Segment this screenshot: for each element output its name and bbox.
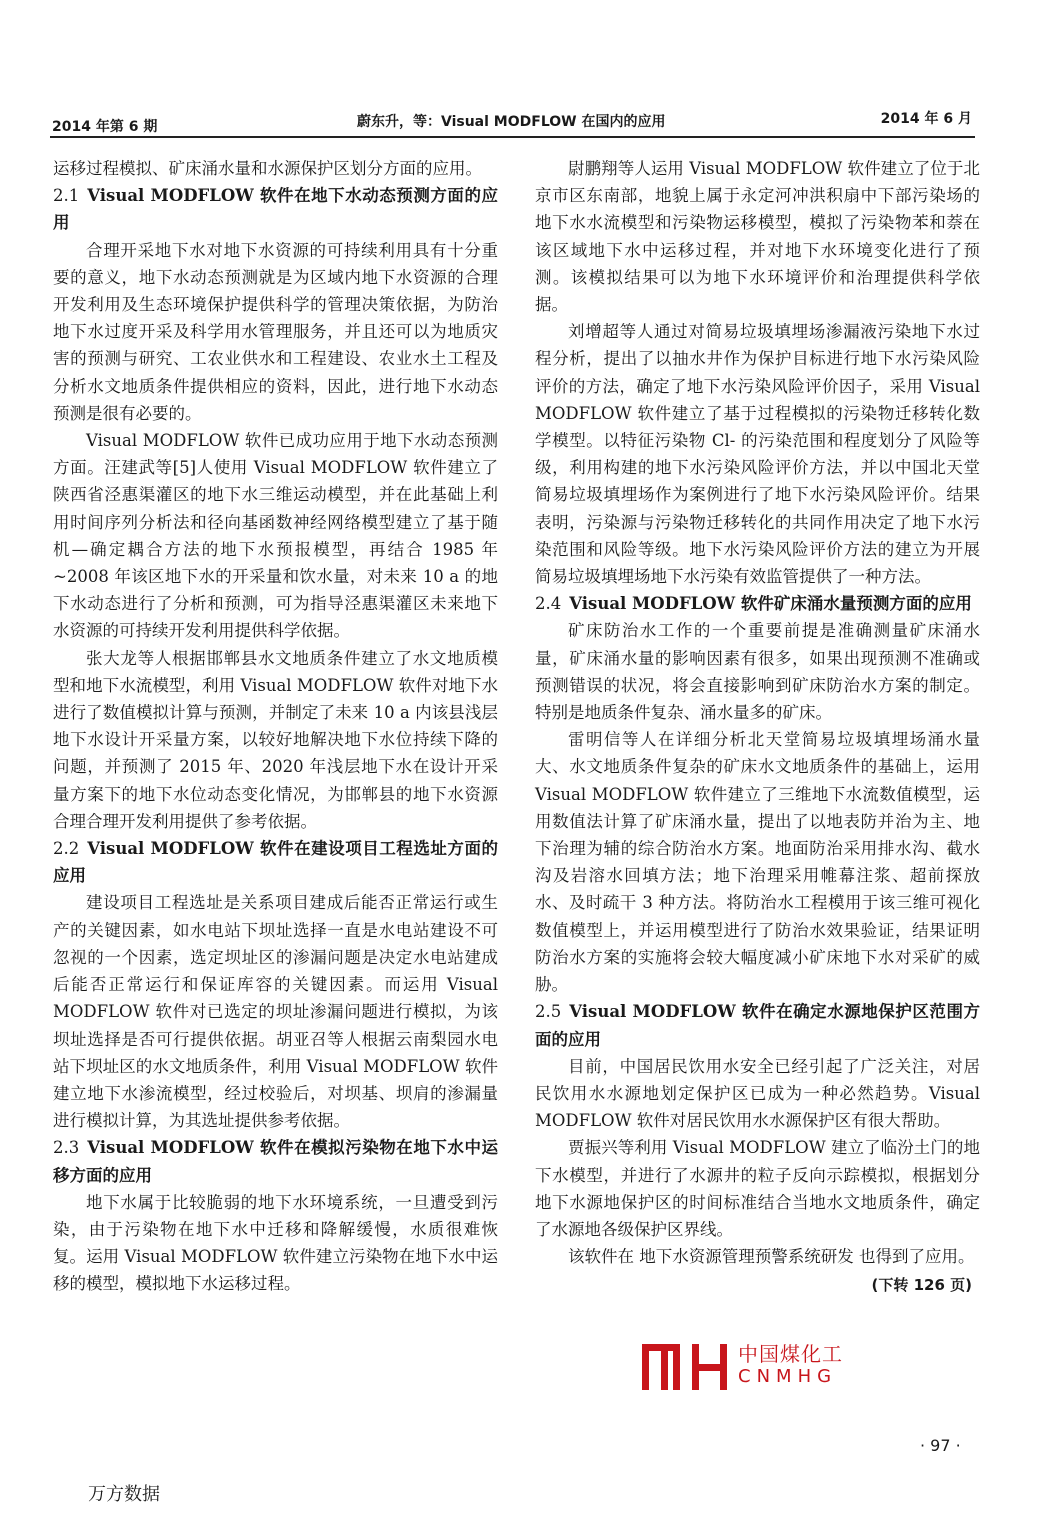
section-heading-2-5 <box>535 998 980 1052</box>
section-number: 2.4 <box>535 594 562 614</box>
section-number: 2.2 <box>53 839 80 859</box>
paragraph: 刘增超等人通过对简易垃圾填埋场渗漏液污染地下水过程分析，提出了以抽水井作为保护目标进行地下水污染风险评价的方法，确定了地下水污染风险评价因子，采用 Visual MODFLOW 软件建立了基于过程模拟的污染物迁移转化数学模型。以特征污染物 Cl- 的污染范围和程度划分了风险等级，利用构建的地下水污染风险评价方法，并以中国北天堂简易垃圾填埋场作为案例进行了地下水污染风险评价。结果表明，污染源与污染物迁移转化的共同作用决定了地下水污染范围和风险等级。地下水污染风险评价方法的建立为开展简易垃圾填埋场地下水污染有效监管提供了一种方法。 <box>535 322 980 587</box>
section-heading-2-4 <box>535 590 980 617</box>
section-title: Visual MODFLOW 软件在确定水源地保护区范围方面的应用 <box>535 1002 980 1049</box>
paragraph: 尉鹏翔等人运用 Visual MODFLOW 软件建立了位于北京市区东南部，地貌上属于永定河冲洪积扇中下部污染场的地下水水流模型和污染物运移模型，模拟了污染物苯和萘在该区域地下水中运移过程，并对地下水环境变化进行了预测。该模拟结果可以为地下水环境评价和治理提供科学依据。 <box>535 159 980 315</box>
journal-issue: 2014 年第 6 期 <box>52 119 158 135</box>
paragraph: 该软件在 地下水资源管理预警系统研发 也得到了应用。 <box>568 1247 975 1267</box>
section-title: Visual MODFLOW 软件在地下水动态预测方面的应用 <box>53 186 498 233</box>
right-column <box>535 155 980 1300</box>
issue-date: 2014 年 6 月 <box>880 111 972 127</box>
paragraph: 矿床防治水工作的一个重要前提是准确测量矿床涌水量，矿床涌水量的影响因素有很多，如果出现预测不准确或预测错误的状况，将会直接影响到矿床防治水方案的制定。特别是地质条件复杂、涌水量多的矿床。 <box>535 621 980 723</box>
paragraph: 地下水属于比较脆弱的地下水环境系统，一旦遭受到污染，由于污染物在地下水中迁移和降解缓慢，水质很难恢复。运用 Visual MODFLOW 软件建立污染物在地下水中运移的模型，模拟地下水运移过程。 <box>53 1192 498 1294</box>
paragraph: 张大龙等人根据邯郸县水文地质条件建立了水文地质模型和地下水流模型，利用 Visual MODFLOW 软件对地下水进行了数值模拟计算与预测，并制定了未来 10 a 内该县浅层地下水设计开采量方案，以较好地解决地下水位持续下降的问题，并预测了 2015 年、2020 年浅层地下水在设计开采量方案下的地下水位动态变化情况，为邯郸县的地下水资源合理合理开发利用提供了参考依据。 <box>53 648 498 831</box>
section-heading-2-1 <box>53 182 498 236</box>
page-number: · 97 · <box>920 1436 961 1455</box>
paragraph: 贾振兴等利用 Visual MODFLOW 建立了临汾土门的地下水模型，并进行了水源井的粒子反向示踪模拟，根据划分地下水源地保护区的时间标准结合当地水文地质条件，确定了水源地各级保护区界线。 <box>535 1138 980 1239</box>
paragraph: 建设项目工程选址是关系项目建成后能否正常运行或生产的关键因素，如水电站下坝址选择一直是水电站建设不可忽视的一个因素，选定坝址区的渗漏问题是决定水电站建成后能否正常运行和保证库容的关键因素。而运用 Visual MODFLOW 软件对已选定的坝址渗漏问题进行模拟，为该坝址选择是否可行提供依据。胡亚召等人根据云南梨园水电站下坝址区的水文地质条件，利用 Visual MODFLOW 软件建立地下水渗流模型，经过校验后，对坝基、坝肩的渗漏量进行模拟计算，为其选址提供参考依据。 <box>53 893 498 1131</box>
paragraph: 运移过程模拟、矿床涌水量和水源保护区划分方面的应用。 <box>53 159 482 178</box>
paragraph: 合理开采地下水对地下水资源的可持续利用具有十分重要的意义，地下水动态预测就是为区域内地下水资源的合理开发利用及生态环境保护提供科学的管理决策依据，为防治地下水过度开采及科学用水管理服务，并且还可以为地质灾害的预测与研究、工农业供水和工程建设、农业水土工程及分析水文地质条件提供相应的资料，因此，进行地下水动态预测是很有必要的。 <box>53 240 498 423</box>
running-header <box>52 108 972 134</box>
section-title: Visual MODFLOW 软件矿床涌水量预测方面的应用 <box>569 594 972 614</box>
watermark-text-en: CNMHG <box>738 1366 838 1387</box>
section-heading-2-2 <box>53 835 498 889</box>
continued-note: (下转 126 页) <box>871 1276 972 1295</box>
section-heading-2-3 <box>53 1134 498 1188</box>
database-label: 万方数据 <box>88 1484 160 1505</box>
watermark-logo-icon <box>640 1340 730 1392</box>
paragraph: 雷明信等人在详细分析北天堂简易垃圾填埋场涌水量大、水文地质条件复杂的矿床水文地质条件的基础上，运用 Visual MODFLOW 软件建立了三维地下水流数值模型，运用数值法计算了矿床涌水量，提出了以地表防并治为主、地下治理为辅的综合防治水方案。地面防治采用排水沟、截水沟及岩溶水回填方法；地下治理采用帷幕注浆、超前探放水、及时疏干 3 种方法。将防治水工程模用于该三维可视化数值模型上，并运用模型进行了防治水效果验证，结果证明防治水方案的实施将会较大幅度减小矿床地下水对采矿的威胁。 <box>535 730 980 995</box>
section-title: Visual MODFLOW 软件在建设项目工程选址方面的应用 <box>53 839 498 886</box>
header-rule <box>50 136 975 138</box>
paragraph: Visual MODFLOW 软件已成功应用于地下水动态预测方面。汪建武等[5]人使用 Visual MODFLOW 软件建立了陕西省泾惠渠灌区的地下水三维运动模型，并在此基础上利用时间序列分析法和径向基函数神经网络模型建立了基于随机—确定耦合方法的地下水预报模型，再结合 1985 年 ~2008 年该区地下水的开采量和饮水量，对未来 10 a 的地下水动态进行了分析和预测，可为指导泾惠渠灌区未来地下水资源的可持续开发利用提供科学依据。 <box>53 431 498 641</box>
section-title: Visual MODFLOW 软件在模拟污染物在地下水中运移方面的应用 <box>53 1138 498 1185</box>
left-column <box>53 155 498 1298</box>
section-number: 2.1 <box>53 186 80 206</box>
article-title: 蔚东升，等：Visual MODFLOW 在国内的应用 <box>357 114 666 130</box>
section-number: 2.5 <box>535 1002 562 1022</box>
paragraph: 目前，中国居民饮用水安全已经引起了广泛关注，对居民饮用水水源地划定保护区已成为一种必然趋势。Visual MODFLOW 软件对居民饮用水水源保护区有很大帮助。 <box>535 1056 980 1131</box>
section-number: 2.3 <box>53 1138 80 1158</box>
watermark-text-cn: 中国煤化工 <box>738 1342 843 1366</box>
watermark <box>640 1338 850 1394</box>
